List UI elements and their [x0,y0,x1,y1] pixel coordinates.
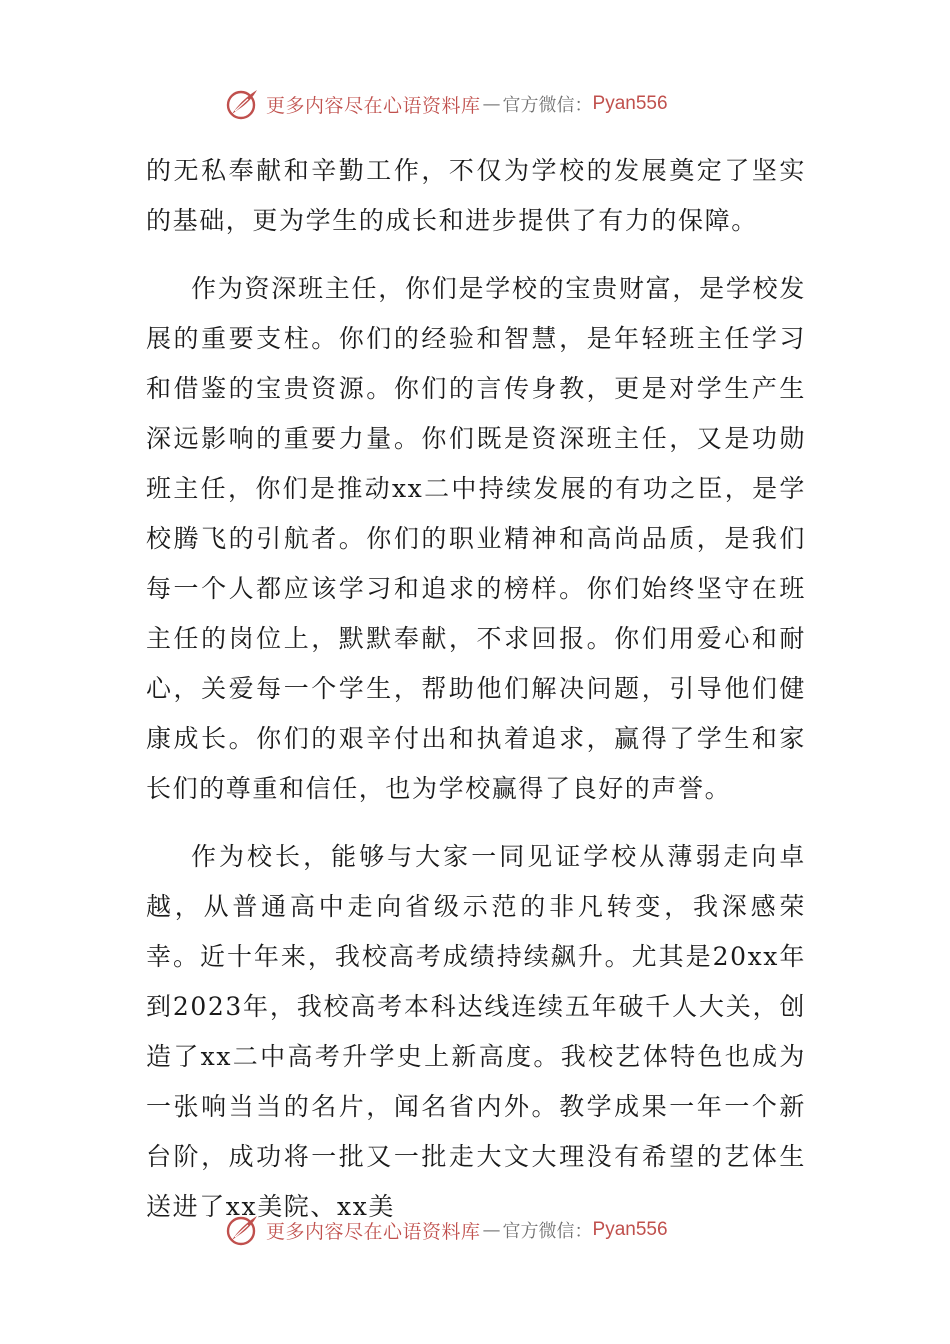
paragraph-senior-teachers: 作为资深班主任，你们是学校的宝贵财富，是学校发展的重要支柱。你们的经验和智慧，是年轻班主任学习和借鉴的宝贵资源。你们的言传身教，更是对学生产生深远影响的重要力量。你们既是资深班主任，又是功勋班主任，你们是推动xx二中持续发展的有功之臣，是学校腾飞的引航者。你们的职业精神和高尚品质，是我们每一个人都应该学习和追求的榜样。你们始终坚守在班主任的岗位上，默默奉献，不求回报。你们用爱心和耐心，关爱每一个学生，帮助他们解决问题，引导他们健康成长。你们的艰辛付出和执着追求，赢得了学生和家长们的尊重和信任，也为学校赢得了良好的声誉。 [146,274,806,803]
banner-wechat-label: 官方微信： [502,1221,593,1242]
paragraph-principal: 作为校长，能够与大家一同见证学校从薄弱走向卓越，从普通高中走向省级示范的非凡转变，我深感荣幸。近十年来，我校高考成绩持续飙升。尤其是20xx年到2023年，我校高考本科达线连续五年破千人大关，创造了xx二中高考升学史上新高度。我校艺体特色也成为一张响当当的名片，闻名省内外。教学成果一年一个新台阶，成功将一批又一批走大文大理没有希望的艺体生送进了xx美院、xx美 [146,842,806,1221]
footer-banner [226,1210,668,1250]
banner-wechat-id: Pyan556 [592,1219,668,1240]
banner-separator: — [482,1219,501,1241]
banner-title: 更多内容尽在心语资料库 [266,1220,481,1243]
paragraph-continued: 的无私奉献和辛勤工作，不仅为学校的发展奠定了坚实的基础，更为学生的成长和进步提供了有力的保障。 [146,156,806,235]
banner-wechat-label: 官方微信： [502,95,593,116]
banner-wechat-id: Pyan556 [592,93,668,114]
banner-separator: — [482,93,501,115]
document-body [146,146,806,1250]
quill-logo-icon [226,1213,260,1247]
banner-title: 更多内容尽在心语资料库 [266,94,481,117]
quill-logo-icon [226,87,260,121]
header-banner [226,84,668,124]
